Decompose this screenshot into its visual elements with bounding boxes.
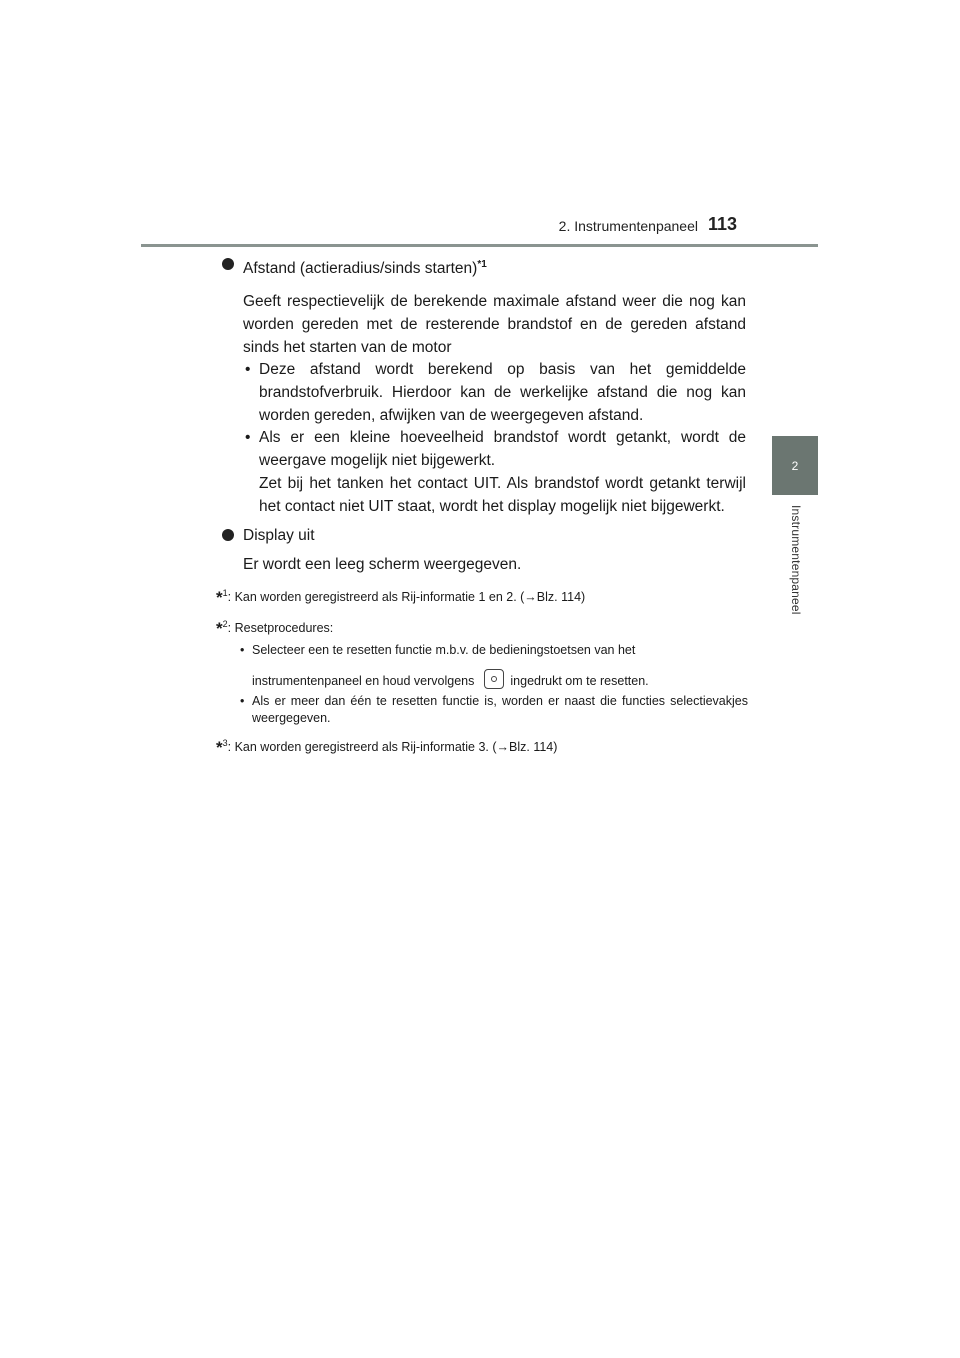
list-item-text: Als er een kleine hoeveelheid brandstof wordt getankt, wordt de weergave mogelijk niet bijgewerkt. xyxy=(259,429,746,470)
heading-text: Display uit xyxy=(243,526,315,544)
bullet-list xyxy=(222,359,746,519)
section-afstand xyxy=(222,254,746,519)
footnote-text: : Kan worden geregistreerd als Rij-informatie 3. (→Blz. 114) xyxy=(227,740,558,754)
list-item-text: Als er meer dan één te resetten functie is, worden er naast die functies selectievakjes weergegeven. xyxy=(252,694,748,725)
section-description: Geeft respectievelijk de berekende maximale afstand weer die nog kan worden gereden met de resterende brandstof en de gereden afstand sinds het starten van de motor xyxy=(243,293,746,356)
main-content xyxy=(222,254,746,576)
chapter-label: Instrumentenpaneel xyxy=(789,505,803,615)
section-description: Er wordt een leeg scherm weergegeven. xyxy=(243,555,522,573)
footnote-text: : Resetprocedures: xyxy=(227,621,334,635)
footnote-star: * xyxy=(216,588,223,607)
section-display-uit xyxy=(222,525,746,576)
list-item xyxy=(243,427,746,518)
bullet-mark: • xyxy=(240,643,245,657)
section-heading xyxy=(222,254,746,280)
section-title: 2. Instrumentenpaneel xyxy=(558,218,698,234)
footnote-ref: *1 xyxy=(477,259,487,270)
chapter-tab: 2 xyxy=(772,436,818,495)
list-item xyxy=(238,642,748,689)
footnote-star: * xyxy=(216,738,223,757)
list-item xyxy=(238,693,748,726)
bullet-dot-icon xyxy=(222,529,234,541)
bullet-mark: • xyxy=(245,361,251,378)
section-heading xyxy=(222,525,746,547)
steering-switch-button-icon xyxy=(484,669,504,689)
list-item xyxy=(243,359,746,427)
footnotes xyxy=(216,576,748,757)
list-item-continuation: Zet bij het tanken het contact UIT. Als brandstof wordt getankt terwijl het contact niet UIT staat, wordt het display mogelijk niet bijgewerkt. xyxy=(259,474,746,515)
footnote-2 xyxy=(216,615,748,726)
footnote-star: * xyxy=(216,619,223,638)
bullet-mark: • xyxy=(245,429,251,447)
footnote-text: : Kan worden geregistreerd als Rij-informatie 1 en 2. (→Blz. 114) xyxy=(227,590,586,604)
heading-text: Afstand (actieradius/sinds starten) xyxy=(243,260,478,277)
footnote-number: 1 xyxy=(222,588,228,598)
bullet-dot-icon xyxy=(222,258,234,270)
reset-procedure-list xyxy=(216,642,748,726)
list-item-text: Deze afstand wordt berekend op basis van het gemiddelde brandstofverbruik. Hierdoor kan de werkelijke afstand die nog kan worden gereden, afwijken van de weergegeven afstand. xyxy=(259,361,746,424)
list-item-text: instrumentenpaneel en houd vervolgens xyxy=(252,673,475,688)
footnote-3 xyxy=(216,734,748,757)
list-item-line2 xyxy=(252,669,748,690)
list-item-text: ingedrukt om te resetten. xyxy=(510,673,649,688)
footnote-number: 3 xyxy=(222,738,228,748)
header-divider xyxy=(141,244,818,247)
page-number: 113 xyxy=(708,214,738,234)
footnote-1 xyxy=(216,584,748,607)
bullet-mark: • xyxy=(240,694,245,708)
footnote-number: 2 xyxy=(222,619,228,629)
list-item-text: Selecteer een te resetten functie m.b.v. de bedieningstoetsen van het xyxy=(252,643,636,657)
